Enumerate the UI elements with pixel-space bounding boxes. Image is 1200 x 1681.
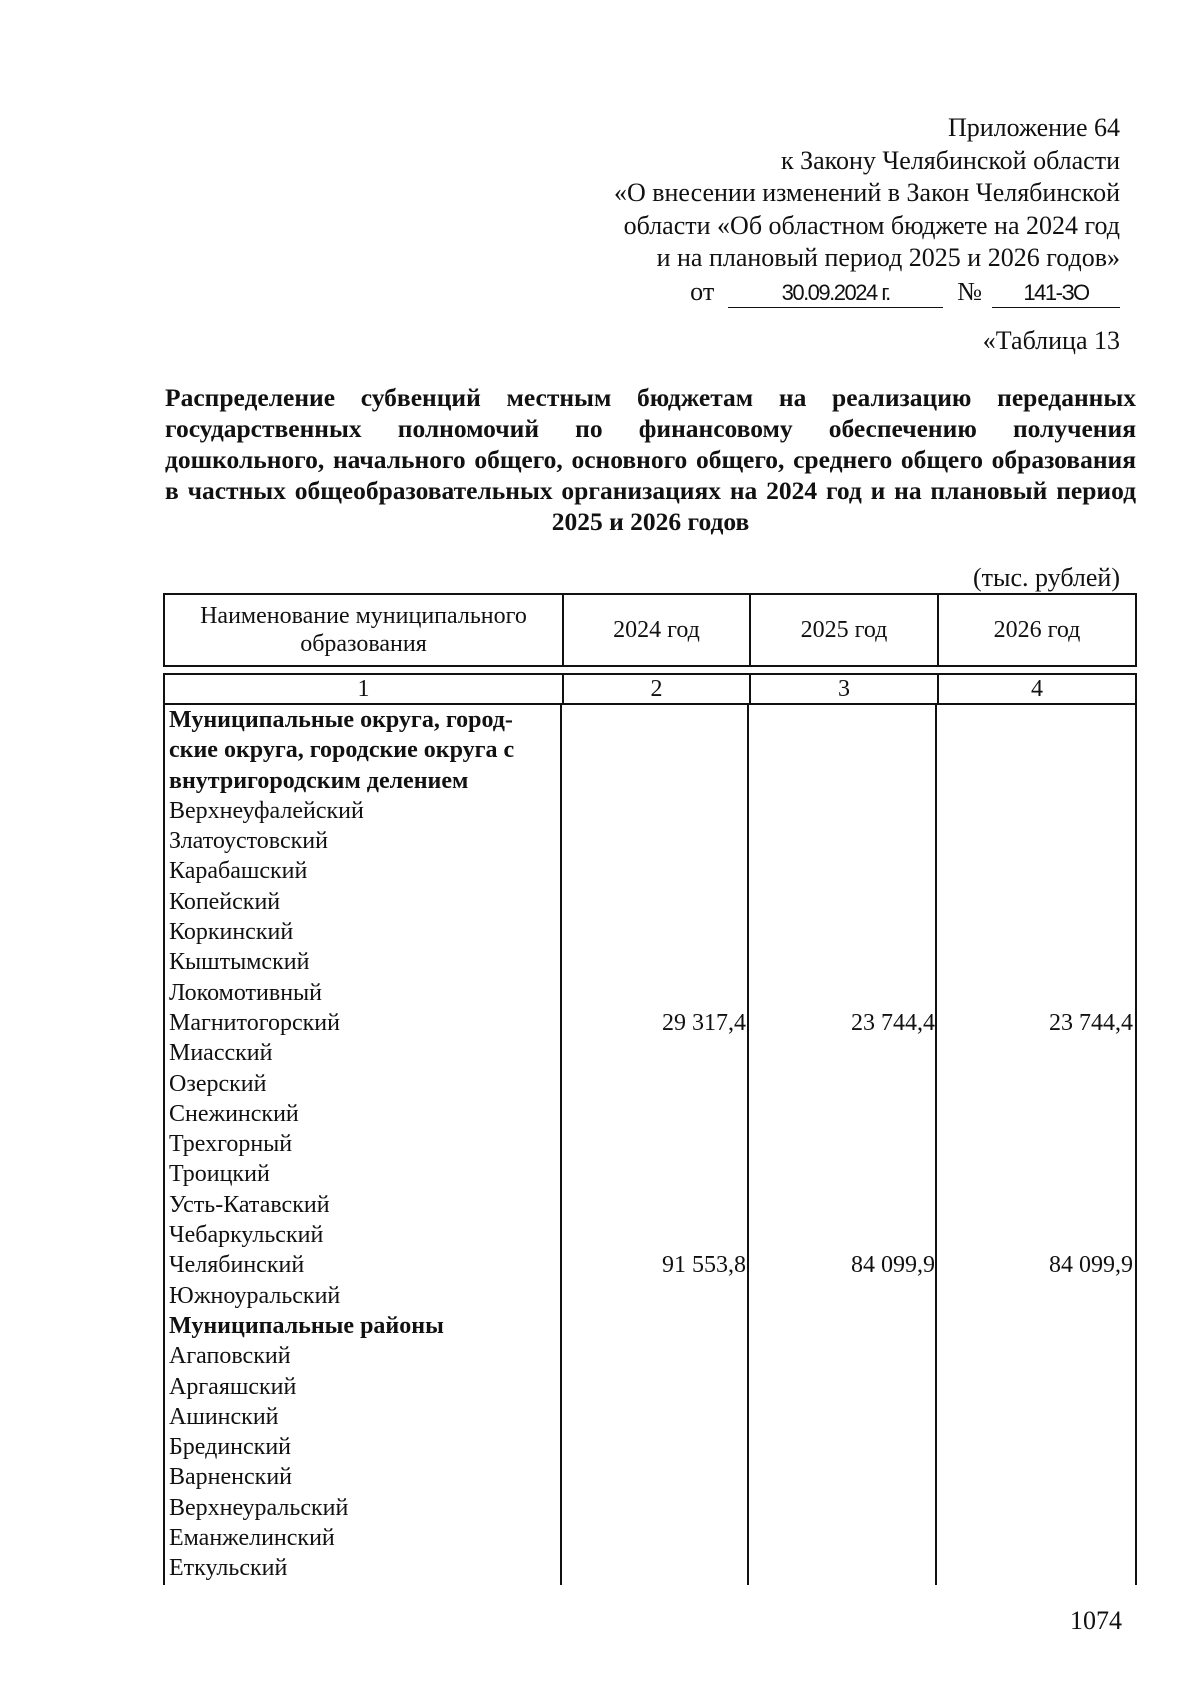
date-prefix: от [690, 276, 715, 306]
law-date-number-line [560, 276, 1120, 309]
column-number: 4 [1031, 676, 1043, 702]
column-number: 2 [564, 675, 751, 703]
table-row [163, 1008, 1137, 1038]
municipality-name: Южноуральский [169, 1282, 341, 1309]
group-row [163, 766, 1137, 796]
units-note: (тыс. рублей) [972, 563, 1120, 592]
table-row [163, 978, 1137, 1008]
value-2025: 84 099,9 [851, 1252, 935, 1279]
table-row [163, 1281, 1137, 1311]
table-row [163, 917, 1137, 947]
page-number: 1074 [1070, 1606, 1122, 1635]
table-row [163, 1099, 1137, 1129]
table-row [163, 826, 1137, 856]
table-row [163, 1250, 1137, 1280]
column-number: 1 [165, 675, 564, 703]
header-2026: 2026 год [993, 617, 1081, 643]
value-2026: 23 744,4 [1049, 1009, 1133, 1036]
table-row [163, 1159, 1137, 1189]
table-row [163, 1523, 1137, 1553]
document-title: Распределение субвенций местным бюджетам на реализацию переданных государственных полномочий по финансовому обеспечению получения дошкольного, начального общего, основного общего, среднего общего образования в частных общеобразовательных организациях на 2024 год и на плановый период 2025 и 2026 годов [165, 383, 1136, 536]
municipality-name: Миасский [169, 1040, 273, 1067]
value-2024: 91 553,8 [662, 1252, 746, 1279]
municipality-name: Верхнеуральский [169, 1494, 349, 1521]
municipality-name: Ашинский [169, 1403, 279, 1430]
table-row [163, 796, 1137, 826]
municipality-name: Копейский [169, 888, 281, 915]
group-heading: Муниципальные районы [169, 1312, 444, 1339]
table-caption: «Таблица 13 [982, 326, 1120, 355]
law-number: 141-ЗО [992, 279, 1120, 308]
municipality-name: Агаповский [169, 1343, 291, 1370]
value-2024: 29 317,4 [662, 1009, 746, 1036]
table-row [163, 1402, 1137, 1432]
municipality-name: Магнитогорский [169, 1009, 340, 1036]
municipality-name: Еткульский [169, 1555, 288, 1582]
table-row [163, 1462, 1137, 1492]
table-row [163, 1129, 1137, 1159]
header-2025: 2025 год [751, 595, 939, 665]
appendix-line: к Закону Челябинской области [780, 145, 1120, 175]
municipality-name: Озерский [169, 1070, 267, 1097]
appendix-line: и на плановый период 2025 и 2026 годов» [656, 243, 1120, 272]
municipality-name: Усть-Катавский [169, 1191, 330, 1218]
table-body [163, 705, 1137, 1585]
group-heading: внутригородским делением [169, 767, 469, 794]
table-row [163, 856, 1137, 886]
appendix-header [560, 112, 1120, 308]
value-2025: 23 744,4 [851, 1009, 935, 1036]
municipality-name: Златоустовский [169, 828, 328, 855]
group-heading: ские округа, городские округа с [169, 737, 515, 764]
header-2024: 2024 год [564, 595, 751, 665]
table-header-row [163, 593, 1137, 667]
table-row [163, 887, 1137, 917]
table-row [163, 1553, 1137, 1583]
municipality-name: Еманжелинский [169, 1525, 335, 1552]
municipality-name: Троицкий [169, 1161, 270, 1188]
table-row [163, 1372, 1137, 1402]
municipality-name: Брединский [169, 1434, 292, 1461]
table-row [163, 1341, 1137, 1371]
municipality-name: Снежинский [169, 1100, 299, 1127]
column-number-row [163, 673, 1137, 705]
municipality-name: Варненский [169, 1464, 292, 1491]
group-row [163, 735, 1137, 765]
column-number: 3 [751, 675, 939, 703]
group-heading: Муниципальные округа, город- [169, 707, 513, 733]
law-date: 30.09.2024 г. [728, 279, 943, 308]
table-row [163, 1038, 1137, 1068]
appendix-line: Приложение 64 [947, 113, 1120, 142]
municipality-name: Челябинский [169, 1252, 305, 1279]
municipality-name: Чебаркульский [169, 1222, 324, 1249]
municipality-name: Верхнеуфалейский [169, 797, 364, 824]
group-row [163, 705, 1137, 735]
municipality-name: Кыштымский [169, 949, 310, 976]
table-rows [163, 705, 1137, 1584]
municipality-name: Трехгорный [169, 1131, 293, 1158]
municipality-name: Карабашский [169, 858, 308, 885]
municipality-name: Коркинский [169, 919, 294, 946]
appendix-line: «О внесении изменений в Закон Челябинской [613, 178, 1120, 207]
table-row [163, 1220, 1137, 1250]
table-row [163, 1190, 1137, 1220]
table-row [163, 1432, 1137, 1462]
table-row [163, 1069, 1137, 1099]
municipality-name: Аргаяшский [169, 1373, 297, 1400]
group-row [163, 1311, 1137, 1341]
header-municipality: Наименование муниципального образования [165, 595, 564, 665]
municipality-name: Локомотивный [169, 979, 323, 1006]
table-row [163, 1493, 1137, 1523]
appendix-line: области «Об областном бюджете на 2024 год [623, 210, 1120, 240]
number-prefix: № [957, 276, 982, 306]
table-row [163, 947, 1137, 977]
value-2026: 84 099,9 [1049, 1252, 1133, 1279]
